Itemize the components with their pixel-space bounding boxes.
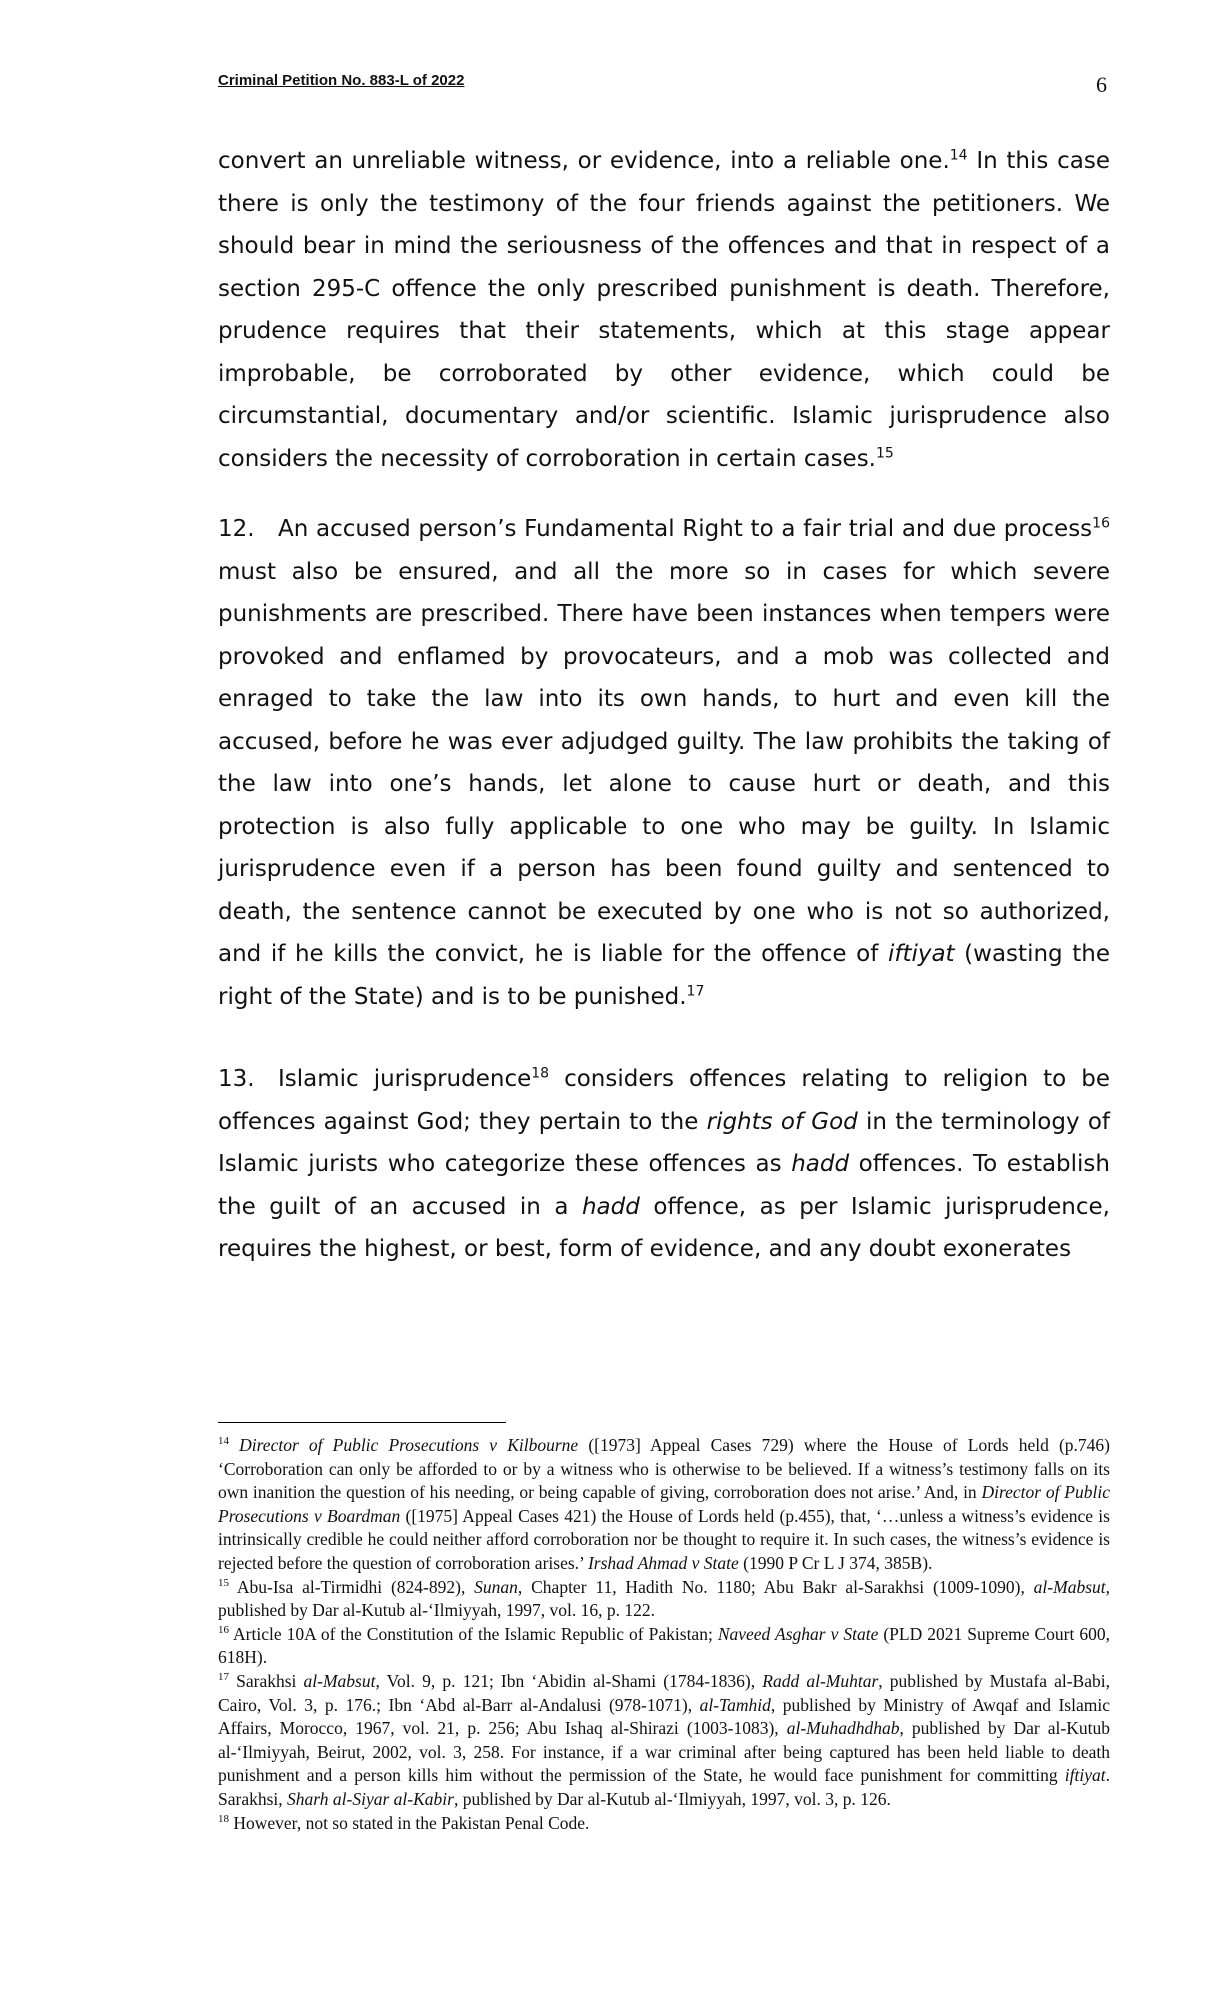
italic-citation: Sunan bbox=[474, 1576, 518, 1597]
italic-term: hadd bbox=[581, 1193, 640, 1220]
footnotes-section bbox=[218, 1434, 1110, 1835]
footnote-ref-17[interactable]: 17 bbox=[686, 982, 705, 999]
footnote-16 bbox=[218, 1623, 1110, 1670]
footnote-15 bbox=[218, 1576, 1110, 1623]
text-run: offence, as per Islamic jurisprudence, requires the highest, or best, form of evidence, and any doubt exonerates bbox=[218, 1193, 1110, 1262]
text-run: , published by Mustafa al-Babi, Cairo, Vol. 3, p. 176.; Ibn ‘Abd al-Barr al-Andalusi (978-1071), bbox=[218, 1670, 1110, 1715]
italic-citation: Director of Public Prosecutions v Boardman bbox=[218, 1482, 1110, 1526]
text-run: , published by Dar al-Kutub al-‘Ilmiyyah, 1997, vol. 3, p. 126. bbox=[453, 1788, 891, 1809]
text-run: considers offences relating to religion to be offences against God; they pertain to the bbox=[218, 1066, 1110, 1135]
text-run: However, not so stated in the Pakistan Penal Code. bbox=[229, 1812, 590, 1833]
footnote-17 bbox=[218, 1670, 1110, 1812]
text-run: in the terminology of Islamic jurists who categorize these offences as bbox=[218, 1108, 1110, 1177]
paragraph-13 bbox=[218, 1058, 1110, 1271]
text-run: ([1975] Appeal Cases 421) the House of Lords held (p.455), that, ‘…unless a witness’s evidence is intrinsically credible he could neither afford corroboration nor be thought to require it. In such cases, the witness’s evidence is rejected before the question of corroboration arises.’ bbox=[218, 1505, 1110, 1573]
italic-term: hadd bbox=[791, 1151, 850, 1177]
footnote-number: 15 bbox=[218, 1576, 229, 1589]
text-run: must also be ensured, and all the more so in cases for which severe punishments are prescribed. There have been instances when tempers were provoked and enflamed by provocateurs, and a mob was collected and enraged to take the law into its own hands, to hurt and even kill the accused, before he was ever adjudged guilty. The law prohibits the taking of the law into one’s hands, let alone to cause hurt or death, and this protection is also fully applicable to one who may be guilty. In Islamic jurisprudence even if a person has been found guilty and sentenced to death, the sentence cannot be executed by one who is not so authorized, and if he kills the convict, he is liable for the offence of bbox=[218, 558, 1110, 967]
italic-term: iftiyat bbox=[1064, 1765, 1106, 1786]
paragraph-continuation bbox=[218, 140, 1110, 480]
text-run: , published by Ministry of Awqaf and Islamic Affairs, Morocco, 1967, vol. 21, p. 256; Abu Ishaq al-Shirazi (1003-1083), bbox=[218, 1694, 1110, 1739]
footnote-14 bbox=[218, 1434, 1110, 1576]
italic-citation: Naveed Asghar v State bbox=[717, 1623, 879, 1644]
italic-citation: al-Muhadhdhab bbox=[786, 1718, 900, 1739]
footnote-number: 16 bbox=[218, 1623, 229, 1636]
text-run: , published by Dar al-Kutub al-‘Ilmiyyah, 1997, vol. 16, p. 122. bbox=[218, 1576, 1110, 1621]
italic-citation: Irshad Ahmad v State bbox=[587, 1552, 739, 1573]
italic-term: iftiyat bbox=[887, 941, 955, 967]
main-body-text bbox=[218, 140, 1110, 1271]
text-run: Abu-Isa al-Tirmidhi (824-892), bbox=[229, 1576, 475, 1597]
text-run: , Chapter 11, Hadith No. 1180; Abu Bakr al-Sarakhsi (1009-1090), bbox=[517, 1576, 1034, 1597]
text-run: (1990 P Cr L J 374, 385B). bbox=[738, 1552, 933, 1573]
italic-term: rights of God bbox=[706, 1108, 858, 1135]
footnote-ref-15[interactable]: 15 bbox=[876, 444, 894, 461]
text-run: , published by Dar al-Kutub al-‘Ilmiyyah, Beirut, 2002, vol. 3, 258. For instance, if a war criminal after being captured has been held liable to death punishment and a person kills him without the permission of the State, he would face punishment for committing bbox=[218, 1718, 1110, 1786]
text-run: (wasting the right of the State) and is to be punished. bbox=[218, 941, 1110, 1010]
paragraph-number: 12. bbox=[218, 516, 255, 542]
text-run: convert an unreliable witness, or evidence, into a reliable one. bbox=[218, 148, 950, 174]
text-run: (PLD 2021 Supreme Court 600, 618H). bbox=[218, 1623, 1110, 1668]
text-run: Islamic jurisprudence bbox=[278, 1066, 532, 1092]
page-number: 6 bbox=[1096, 72, 1107, 97]
text-run: . Sarakhsi, bbox=[218, 1765, 1110, 1809]
footnote-number: 17 bbox=[218, 1671, 229, 1684]
text-run: offences. To establish the guilt of an accused in a bbox=[218, 1151, 1110, 1220]
italic-citation: al-Mabsut bbox=[303, 1670, 376, 1691]
text-run: , Vol. 9, p. 121; Ibn ‘Abidin al-Shami (1784-1836), bbox=[375, 1670, 763, 1691]
footnote-number: 18 bbox=[218, 1812, 229, 1825]
italic-citation: Sharh al-Siyar al-Kabir bbox=[287, 1788, 454, 1809]
footnote-18 bbox=[218, 1812, 1110, 1836]
text-run: In this case there is only the testimony of the four friends against the petitioners. We should bear in mind the seriousness of the offences and that in respect of a section 295-C offence the only prescribed punishment is death. Therefore, prudence requires that their statements, which at this stage appear improbable, be corroborated by other evidence, which could be circumstantial, documentary and/or scientific. Islamic jurisprudence also considers the necessity of corroboration in certain cases. bbox=[218, 148, 1110, 472]
text-run: ([1973] Appeal Cases 729) where the House of Lords held (p.746) ‘Corroboration can only be afforded to or by a witness who is otherwise to be believed. If a witness’s testimony falls on its own inanition the question of his needing, or being capable of giving, corroboration does not arise.’ And, in bbox=[218, 1435, 1111, 1503]
text-run: Sarakhsi bbox=[229, 1670, 304, 1691]
italic-citation: al-Mabsut bbox=[1033, 1576, 1106, 1597]
text-run: Article 10A of the Constitution of the Islamic Republic of Pakistan; bbox=[229, 1623, 718, 1644]
text-run: An accused person’s Fundamental Right to a fair trial and due process bbox=[278, 516, 1093, 542]
footnote-ref-14[interactable]: 14 bbox=[949, 147, 968, 164]
footnote-ref-18[interactable]: 18 bbox=[531, 1065, 550, 1082]
footnote-number: 14 bbox=[218, 1435, 229, 1448]
case-title-header: Criminal Petition No. 883-L of 2022 bbox=[218, 72, 465, 89]
footnote-ref-16[interactable]: 16 bbox=[1092, 515, 1110, 532]
italic-citation: al-Tamhid bbox=[699, 1694, 771, 1715]
paragraph-number: 13. bbox=[218, 1066, 255, 1092]
italic-citation: Radd al-Muhtar bbox=[762, 1670, 879, 1691]
footnote-separator bbox=[218, 1422, 506, 1423]
italic-citation: Director of Public Prosecutions v Kilbourne bbox=[239, 1435, 579, 1455]
paragraph-12 bbox=[218, 508, 1110, 1018]
